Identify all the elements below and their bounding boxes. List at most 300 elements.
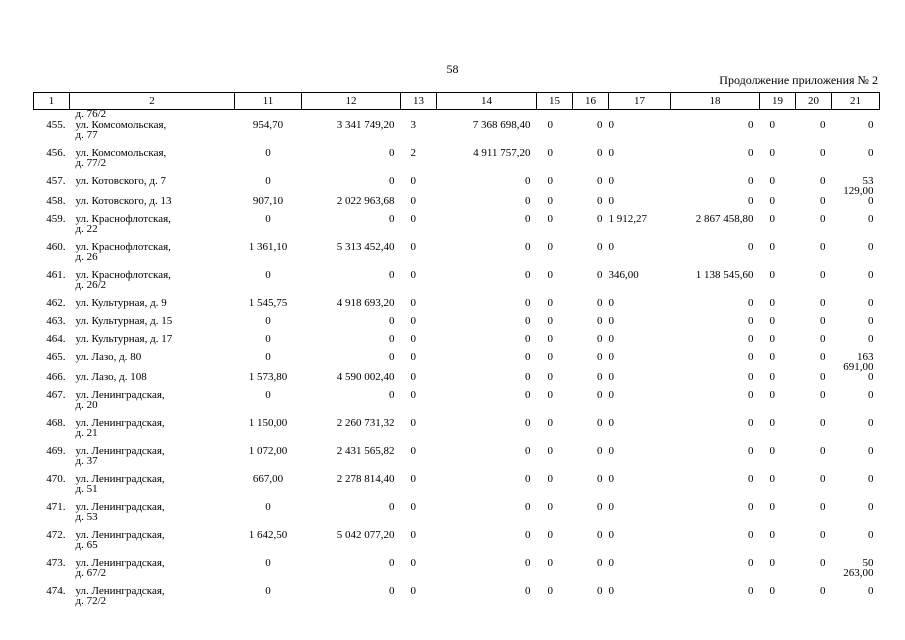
cell-c12: 2 260 731,32	[336, 417, 395, 429]
cell-c12: 5 042 077,20	[336, 529, 395, 541]
address-line-1: ул. Краснофлотская,	[75, 241, 171, 253]
cell-c15: 0	[547, 389, 553, 401]
cell-c12: 2 431 565,82	[336, 445, 395, 457]
column-header-20: 20	[796, 93, 832, 110]
cell-c12: 0	[389, 315, 395, 327]
cell-c21: 0	[868, 269, 874, 281]
cell-c16: 0	[597, 417, 603, 429]
cell-c20: 0	[820, 389, 826, 401]
cell-c15: 0	[547, 241, 553, 253]
address-line-1: ул. Лазо, д. 108	[75, 371, 147, 383]
address-line-1: ул. Комсомольская,	[75, 119, 167, 131]
cell-c19: 0	[769, 333, 775, 345]
cell-c17: 346,00	[608, 269, 639, 281]
cell-c15: 0	[547, 557, 553, 569]
cell-c12: 2 278 814,40	[336, 473, 395, 485]
cell-c12: 0	[389, 557, 395, 569]
address-cell	[70, 120, 235, 148]
address-line-1: ул. Ленинградская,	[75, 585, 165, 597]
table-row	[34, 298, 880, 316]
cell-c21: 0	[868, 147, 874, 159]
cell-c13: 0	[410, 417, 416, 429]
cell-c12: 5 313 452,40	[336, 241, 395, 253]
cell-c16: 0	[597, 585, 603, 597]
cell-c12: 4 918 693,20	[336, 297, 395, 309]
table-row	[34, 418, 880, 446]
table-row	[34, 474, 880, 502]
cell-c19: 0	[769, 557, 775, 569]
cell-c14: 0	[525, 297, 531, 309]
cell-c15: 0	[547, 147, 553, 159]
table-row	[34, 334, 880, 352]
cell-c20: 0	[820, 417, 826, 429]
cell-c20: 0	[820, 371, 826, 383]
cell-c12: 0	[389, 351, 395, 363]
cell-c15: 0	[547, 269, 553, 281]
cell-c13: 0	[410, 315, 416, 327]
address-line-2: д. 77/2	[75, 157, 107, 169]
cell-c18: 2 867 458,80	[695, 213, 754, 225]
address-line-1: ул. Ленинградская,	[75, 557, 165, 569]
column-header-2: 2	[70, 93, 235, 110]
row-number: 457.	[46, 175, 66, 187]
address-cell	[70, 196, 235, 214]
cell-c11: 0	[265, 175, 271, 187]
column-header-11: 11	[235, 93, 302, 110]
cell-c17: 0	[608, 501, 614, 513]
cell-c16: 0	[597, 557, 603, 569]
cell-c20: 0	[820, 175, 826, 187]
address-cell	[70, 148, 235, 176]
cell-c15: 0	[547, 417, 553, 429]
cell-c11: 907,10	[252, 195, 284, 207]
row-number: 459.	[46, 213, 66, 225]
cell-c16: 0	[597, 445, 603, 457]
cell-c19: 0	[769, 269, 775, 281]
cell-c13: 0	[410, 371, 416, 383]
cell-c18: 0	[748, 333, 754, 345]
address-line-1: ул. Культурная, д. 15	[75, 315, 173, 327]
row-number: 469.	[46, 445, 66, 457]
cell-c18: 0	[748, 175, 754, 187]
cell-c21: 0	[868, 315, 874, 327]
cell-c18: 0	[748, 297, 754, 309]
row-number: 471.	[46, 501, 66, 513]
cell-c14: 0	[525, 389, 531, 401]
cell-c16: 0	[597, 473, 603, 485]
cell-c20: 0	[820, 351, 826, 363]
cell-c13: 0	[410, 501, 416, 513]
cell-c17: 0	[608, 445, 614, 457]
row-number: 463.	[46, 315, 66, 327]
column-header-14: 14	[437, 93, 537, 110]
row-number: 474.	[46, 585, 66, 597]
address-cell	[70, 586, 235, 614]
cell-c15: 0	[547, 585, 553, 597]
cell-c18: 1 138 545,60	[695, 269, 754, 281]
cell-c18: 0	[748, 529, 754, 541]
cell-c21: 0	[868, 389, 874, 401]
address-cell	[70, 242, 235, 270]
cell-c12: 4 590 002,40	[336, 371, 395, 383]
page-number: 58	[446, 62, 459, 76]
cell-c14: 0	[525, 529, 531, 541]
cell-c18: 0	[748, 473, 754, 485]
table-row	[34, 316, 880, 334]
address-line-1: ул. Ленинградская,	[75, 529, 165, 541]
cell-c13: 0	[410, 333, 416, 345]
cell-c18: 0	[748, 389, 754, 401]
cell-c15: 0	[547, 473, 553, 485]
table-row	[34, 120, 880, 148]
cell-c14: 0	[525, 473, 531, 485]
cell-c16: 0	[597, 175, 603, 187]
cell-c20: 0	[820, 297, 826, 309]
cell-c20: 0	[820, 529, 826, 541]
table-row	[34, 558, 880, 586]
cell-c17: 0	[608, 241, 614, 253]
cell-c16: 0	[597, 389, 603, 401]
address-line-1: ул. Ленинградская,	[75, 501, 165, 513]
address-cell	[70, 352, 235, 372]
cell-c19: 0	[769, 147, 775, 159]
cell-c19: 0	[769, 585, 775, 597]
address-line-1: ул. Краснофлотская,	[75, 269, 171, 281]
cell-c20: 0	[820, 269, 826, 281]
cell-c15: 0	[547, 175, 553, 187]
address-cell	[70, 334, 235, 352]
cell-c12: 0	[389, 333, 395, 345]
cell-c20: 0	[820, 501, 826, 513]
table-row	[34, 176, 880, 196]
cell-c13: 0	[410, 473, 416, 485]
cell-c13: 3	[410, 119, 416, 131]
cell-c16: 0	[597, 195, 603, 207]
cell-c20: 0	[820, 473, 826, 485]
cell-c20: 0	[820, 195, 826, 207]
cell-c16: 0	[597, 351, 603, 363]
cell-c14: 4 911 757,20	[473, 147, 531, 159]
cell-c17: 0	[608, 351, 614, 363]
column-header-19: 19	[760, 93, 796, 110]
cell-c18: 0	[748, 501, 754, 513]
row-number: 468.	[46, 417, 66, 429]
cell-c14: 0	[525, 351, 531, 363]
cell-c15: 0	[547, 297, 553, 309]
cell-c18: 0	[748, 241, 754, 253]
row-number: 462.	[46, 297, 66, 309]
cell-c21: 0	[868, 585, 874, 597]
cell-c11: 0	[265, 389, 271, 401]
cell-c11: 0	[265, 213, 271, 225]
address-cell	[70, 390, 235, 418]
cell-c18: 0	[748, 195, 754, 207]
cell-c14: 0	[525, 445, 531, 457]
cell-c18: 0	[748, 585, 754, 597]
address-line-1: ул. Ленинградская,	[75, 473, 165, 485]
cell-c18: 0	[748, 315, 754, 327]
row-number: 465.	[46, 351, 66, 363]
address-line-1: ул. Ленинградская,	[75, 417, 165, 429]
address-cell	[70, 474, 235, 502]
cell-c11: 0	[265, 315, 271, 327]
cell-c14: 0	[525, 175, 531, 187]
cell-c19: 0	[769, 297, 775, 309]
cell-c21: 0	[868, 371, 874, 383]
address-cell	[70, 530, 235, 558]
cell-c20: 0	[820, 119, 826, 131]
cell-c17: 0	[608, 371, 614, 383]
cell-c16: 0	[597, 147, 603, 159]
column-header-1: 1	[34, 93, 70, 110]
cell-c11: 0	[265, 269, 271, 281]
cell-c19: 0	[769, 473, 775, 485]
address-line-1: ул. Культурная, д. 17	[75, 333, 173, 345]
row-number: 473.	[46, 557, 66, 569]
address-line-1: ул. Ленинградская,	[75, 445, 165, 457]
cell-c21: 0	[868, 473, 874, 485]
row-number: 467.	[46, 389, 66, 401]
cell-c12: 0	[389, 501, 395, 513]
table-row	[34, 196, 880, 214]
cell-c14: 0	[525, 371, 531, 383]
column-header-13: 13	[401, 93, 437, 110]
cell-c20: 0	[820, 147, 826, 159]
cell-c13: 0	[410, 195, 416, 207]
cell-c21: 0	[868, 297, 874, 309]
cell-c16: 0	[597, 241, 603, 253]
cell-c12: 2 022 963,68	[336, 195, 395, 207]
cell-c18: 0	[748, 557, 754, 569]
cell-c14: 0	[525, 501, 531, 513]
cell-c11: 1 361,10	[248, 241, 288, 253]
cell-c14: 0	[525, 417, 531, 429]
cell-c20: 0	[820, 315, 826, 327]
cell-c14: 0	[525, 195, 531, 207]
cell-c15: 0	[547, 213, 553, 225]
cell-c15: 0	[547, 315, 553, 327]
cell-c13: 0	[410, 389, 416, 401]
row-number: 464.	[46, 333, 66, 345]
address-line-2: д. 21	[75, 427, 98, 439]
cell-c20: 0	[820, 333, 826, 345]
cell-c13: 0	[410, 529, 416, 541]
header-row	[34, 93, 880, 110]
address-line-1: ул. Ленинградская,	[75, 389, 165, 401]
cell-c21: 0	[868, 333, 874, 345]
cell-c13: 0	[410, 445, 416, 457]
cell-c16: 0	[597, 315, 603, 327]
cell-c16: 0	[597, 529, 603, 541]
cell-c20: 0	[820, 241, 826, 253]
address-line-2: д. 72/2	[75, 595, 107, 607]
table-row	[34, 530, 880, 558]
cell-c18: 0	[748, 371, 754, 383]
cell-c19: 0	[769, 213, 775, 225]
address-line-1: ул. Краснофлотская,	[75, 213, 171, 225]
cell-c16: 0	[597, 501, 603, 513]
cell-c11: 1 545,75	[248, 297, 288, 309]
table-row	[34, 214, 880, 242]
cell-c11: 1 150,00	[248, 417, 288, 429]
address-cell	[70, 270, 235, 298]
cell-c12: 3 341 749,20	[336, 119, 395, 131]
cell-c14: 0	[525, 333, 531, 345]
cell-c14: 0	[525, 241, 531, 253]
cell-c21: 163 691,00	[843, 351, 874, 373]
cell-c13: 0	[410, 269, 416, 281]
address-line-2: д. 51	[75, 483, 98, 495]
cell-c15: 0	[547, 351, 553, 363]
row-number: 472.	[46, 529, 66, 541]
address-cell	[70, 502, 235, 530]
cell-c12: 0	[389, 585, 395, 597]
cell-c12: 0	[389, 213, 395, 225]
cell-c16: 0	[597, 333, 603, 345]
table-row	[34, 270, 880, 298]
cell-c13: 0	[410, 297, 416, 309]
table-row	[34, 352, 880, 372]
cell-c14: 0	[525, 585, 531, 597]
cell-c13: 0	[410, 241, 416, 253]
cell-c18: 0	[748, 417, 754, 429]
address-line-2: д. 67/2	[75, 567, 107, 579]
cell-c19: 0	[769, 417, 775, 429]
address-cell	[70, 214, 235, 242]
cell-c17: 0	[608, 585, 614, 597]
cell-c17: 0	[608, 195, 614, 207]
cell-c11: 0	[265, 351, 271, 363]
address-cell	[70, 558, 235, 586]
cell-c18: 0	[748, 445, 754, 457]
cell-c11: 667,00	[252, 473, 284, 485]
appendix-caption: Продолжение приложения № 2	[719, 73, 878, 87]
cell-c14: 0	[525, 213, 531, 225]
column-header-18: 18	[671, 93, 760, 110]
cell-c14: 7 368 698,40	[472, 119, 531, 131]
table-row	[34, 242, 880, 270]
address-line-1: ул. Культурная, д. 9	[75, 297, 167, 309]
cell-c14: 0	[525, 315, 531, 327]
cell-c17: 0	[608, 119, 614, 131]
column-header-21: 21	[832, 93, 880, 110]
row-number: 461.	[46, 269, 66, 281]
cell-c19: 0	[769, 175, 775, 187]
cell-c19: 0	[769, 371, 775, 383]
row-number: 455.	[46, 119, 66, 131]
cell-c14: 0	[525, 269, 531, 281]
cell-c19: 0	[769, 119, 775, 131]
table-row	[34, 372, 880, 390]
cell-c13: 2	[410, 147, 416, 159]
cell-c17: 0	[608, 297, 614, 309]
cell-c20: 0	[820, 213, 826, 225]
address-line-2: д. 26	[75, 251, 98, 263]
cell-c11: 1 642,50	[248, 529, 288, 541]
cell-c18: 0	[748, 147, 754, 159]
column-header-12: 12	[302, 93, 401, 110]
row-number: 466.	[46, 371, 66, 383]
cell-c13: 0	[410, 557, 416, 569]
cell-c17: 0	[608, 557, 614, 569]
cell-c19: 0	[769, 351, 775, 363]
address-cell	[70, 372, 235, 390]
table-row	[34, 148, 880, 176]
row-number: 470.	[46, 473, 66, 485]
address-cell	[70, 298, 235, 316]
cell-c15: 0	[547, 371, 553, 383]
cell-c11: 0	[265, 557, 271, 569]
cell-c19: 0	[769, 389, 775, 401]
cell-c19: 0	[769, 529, 775, 541]
address-line-2: д. 22	[75, 223, 98, 235]
address-line-2: д. 53	[75, 511, 98, 523]
cell-c17: 0	[608, 333, 614, 345]
cell-c21: 0	[868, 417, 874, 429]
address-cell	[70, 316, 235, 334]
cell-c14: 0	[525, 557, 531, 569]
cell-c15: 0	[547, 119, 553, 131]
cell-c16: 0	[597, 297, 603, 309]
cell-c19: 0	[769, 315, 775, 327]
address-line-2: д. 20	[75, 399, 98, 411]
cell-c21: 0	[868, 445, 874, 457]
cell-c11: 0	[265, 147, 271, 159]
address-line-2: д. 26/2	[75, 279, 107, 291]
address-line-1: ул. Котовского, д. 13	[75, 195, 172, 207]
cell-c11: 0	[265, 501, 271, 513]
cell-c17: 0	[608, 147, 614, 159]
cell-c19: 0	[769, 241, 775, 253]
row-number: 456.	[46, 147, 66, 159]
address-cell	[70, 446, 235, 474]
column-header-15: 15	[537, 93, 573, 110]
cell-c13: 0	[410, 213, 416, 225]
address-cell	[70, 418, 235, 446]
cell-c15: 0	[547, 529, 553, 541]
cell-c16: 0	[597, 269, 603, 281]
address-line-1: ул. Котовского, д. 7	[75, 175, 166, 187]
cell-c15: 0	[547, 445, 553, 457]
cell-c17: 0	[608, 175, 614, 187]
cell-c19: 0	[769, 445, 775, 457]
address-line-2: д. 65	[75, 539, 98, 551]
cell-c17: 0	[608, 315, 614, 327]
cell-c11: 1 573,80	[248, 371, 288, 383]
cell-c13: 0	[410, 585, 416, 597]
address-line-2: д. 37	[75, 455, 98, 467]
cell-c17: 1 912,27	[608, 213, 647, 225]
cell-c21: 0	[868, 529, 874, 541]
cell-c11: 0	[265, 585, 271, 597]
cell-c21: 53 129,00	[843, 175, 874, 197]
row-number: 460.	[46, 241, 66, 253]
table-row	[34, 446, 880, 474]
column-header-17: 17	[609, 93, 671, 110]
cell-c21: 0	[868, 195, 874, 207]
cell-c21: 0	[868, 119, 874, 131]
cell-c16: 0	[597, 371, 603, 383]
cell-c12: 0	[389, 147, 395, 159]
cell-c19: 0	[769, 195, 775, 207]
table-row	[34, 586, 880, 614]
address-line-2: д. 77	[75, 129, 98, 141]
cell-c15: 0	[547, 333, 553, 345]
cell-c18: 0	[748, 119, 754, 131]
cell-c17: 0	[608, 389, 614, 401]
cell-c11: 1 072,00	[248, 445, 288, 457]
cell-c17: 0	[608, 417, 614, 429]
